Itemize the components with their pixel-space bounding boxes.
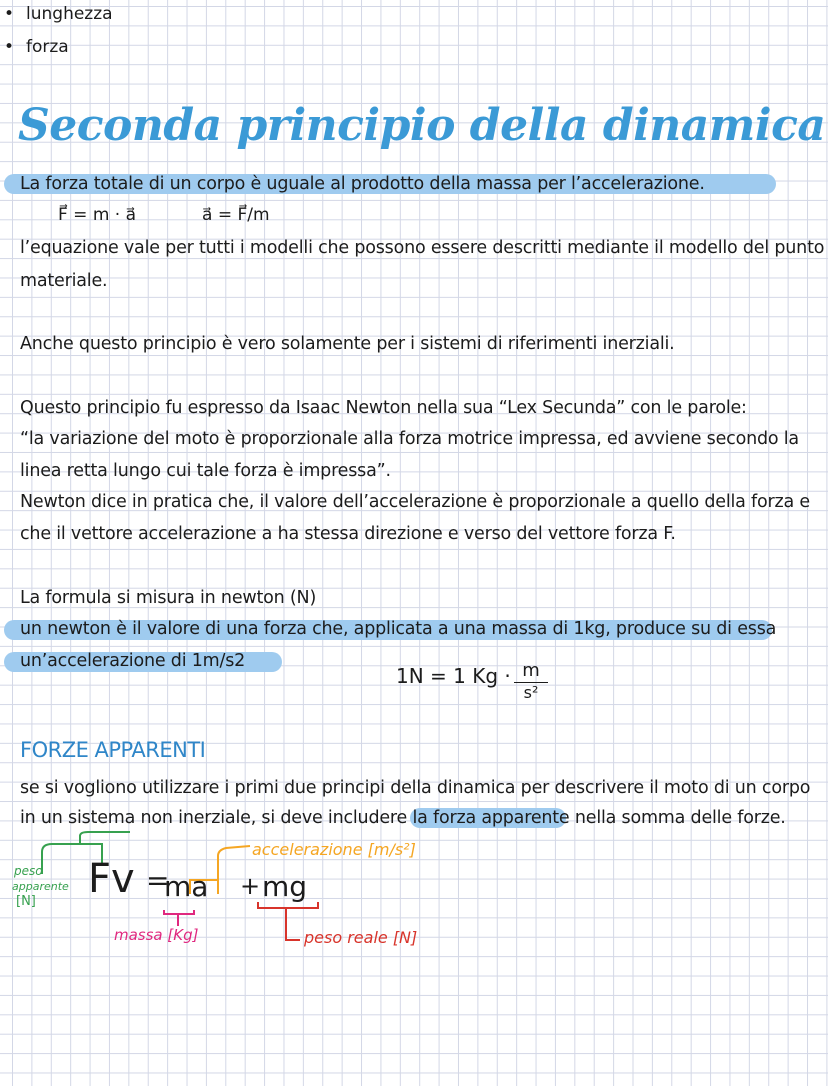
label-peso: peso [14,864,43,878]
page-title: Seconda principio della dinamica [18,100,826,151]
bullet-item: • lunghezza [26,4,113,24]
paragraph-line: linea retta lungo cui tale forza è impressa”. [20,461,391,481]
paragraph-line: se si vogliono utilizzare i primi due principi della dinamica per descrivere il moto di un corpo [20,778,811,798]
formula-force: F⃗ = m · a⃗ [58,205,137,225]
label-real-weight: peso reale [N] [304,928,418,947]
symbol-ma: ma [164,870,209,903]
label-weight-unit: [N] [16,894,36,909]
paragraph-line: Anche questo principio è vero solamente per i sistemi di riferimenti inerziali. [20,334,675,354]
symbol-plus: + [240,872,261,900]
newton-formula-lhs: 1N = 1 Kg · [396,664,511,688]
bullet-item: • forza [26,37,69,57]
paragraph-line: Questo principio fu espresso da Isaac Newton nella sua “Lex Secunda” con le parole: [20,398,747,418]
paragraph-line: materiale. [20,271,108,291]
newton-formula [396,664,511,688]
symbol-equals: = [146,864,170,897]
newton-fraction [514,660,548,703]
label-acceleration: accelerazione [m/s²] [252,840,416,859]
symbol-mg: mg [262,870,308,903]
paragraph-line: La formula si misura in newton (N) [20,588,317,608]
equation-diagram [0,830,560,960]
fraction-numerator: m [514,660,548,683]
paragraph-line: un newton è il valore di una forza che, applicata a una massa di 1kg, produce su di essa [20,619,777,639]
paragraph-line: in un sistema non inerziale, si deve includere la forza apparente nella somma delle forze. [20,808,786,828]
formula-acceleration: a⃗ = F⃗/m [202,205,270,225]
symbol-fv: Fv [88,856,135,902]
paragraph-line: Newton dice in pratica che, il valore dell’accelerazione è proporzionale a quello della forza e [20,492,810,512]
paragraph-line: “la variazione del moto è proporzionale alla forza motrice impressa, ed avviene secondo la [20,429,799,449]
definition-text: La forza totale di un corpo è uguale al prodotto della massa per l’accelerazione. [20,174,705,194]
label-apparente: apparente [12,880,69,893]
section-title: FORZE APPARENTI [20,738,206,762]
label-mass: massa [Kg] [114,926,199,944]
paragraph-line: che il vettore accelerazione a ha stessa direzione e verso del vettore forza F. [20,524,676,544]
fraction-denominator: s² [523,683,539,702]
paragraph-line: l’equazione vale per tutti i modelli che possono essere descritti mediante il modello del punto [20,238,825,258]
paragraph-line: un’accelerazione di 1m/s2 [20,651,246,671]
